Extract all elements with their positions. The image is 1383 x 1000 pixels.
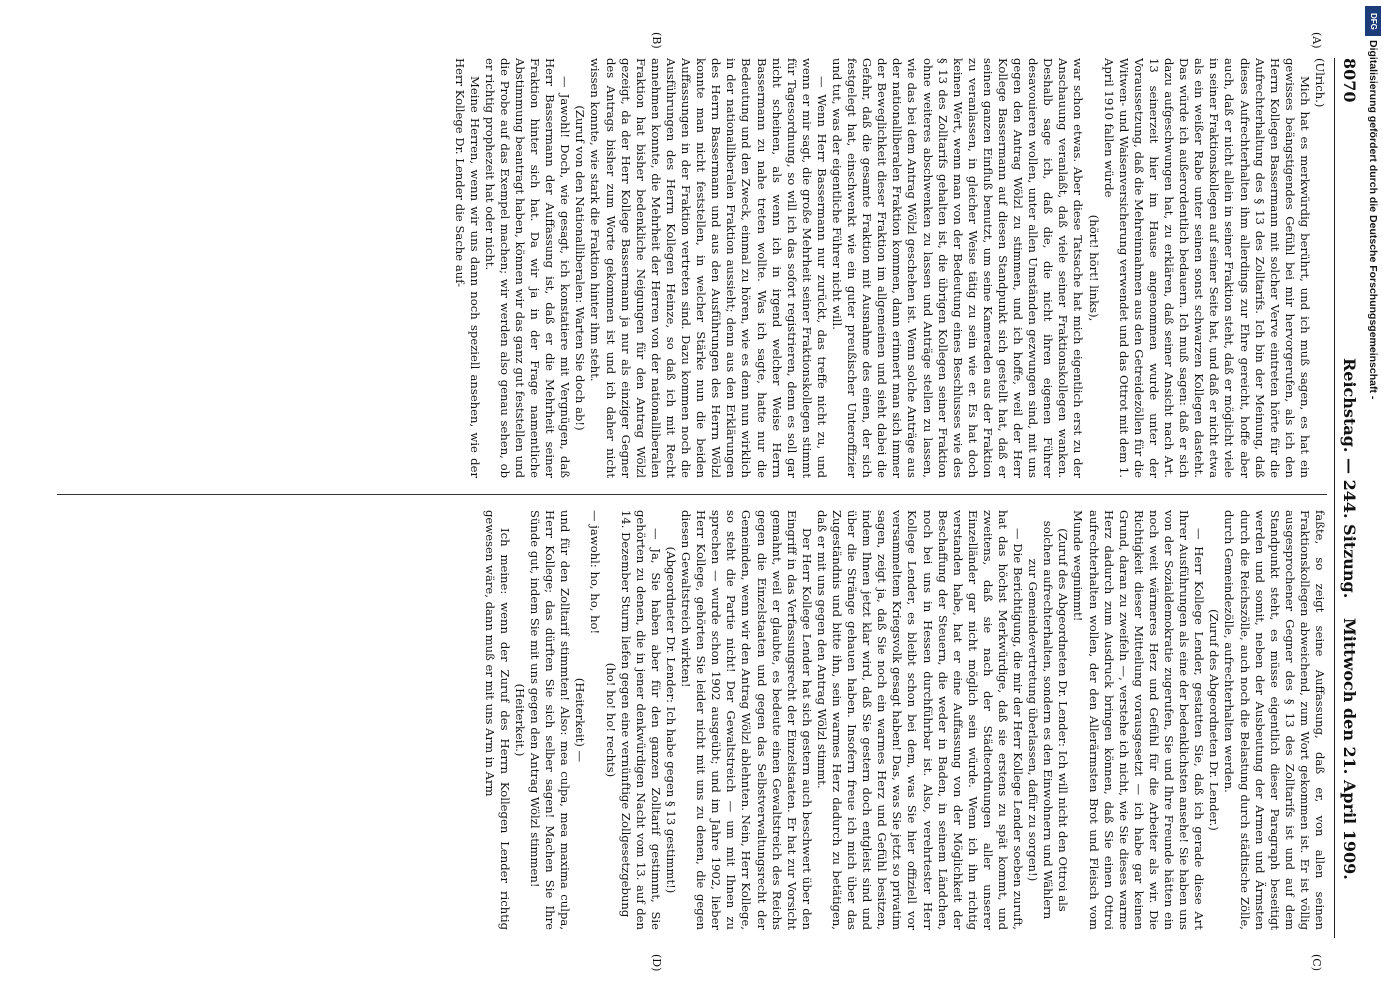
paragraph: (hört! hört! links), — [1086, 214, 1101, 322]
margin-marker-b: (B) — [650, 32, 663, 49]
paragraph: (Zuruf von den Nationalliberalen: Warten Sie doch ab!) — [573, 105, 588, 431]
paragraph: Mich hat es merkwürdig berührt, und ich muß sagen, es hat ein gewisses beängstigendes Gefühl bei mir hervorgerufen, als ich den Herrn Kollegen Bassermann mit solcher Verve eintreten hörte für die Aufrechterhaltung des § 13 des Zolltarifs. Ich bin der Meinung, daß dieses Aufrechterhalten ihm allerdings zur Ehre gereicht, hoffe aber auch, daß er nicht allein in seiner Fraktion steht, daß er möglicht viele in seiner Fraktionskollegen auf seiner Seite hat, und daß er nicht etwa als ein weißer Rabe unter seinen sonst schwarzen Kollegen dasteht. Das würde ich außerordentlich bedauern. Ich muß sagen: daß er sich dazu aufgeschwungen hat, zu erklären, daß seiner Ansicht nach Art. 13 seinerzeit hier im Hause angenommen wurde unter der Voraussetzung, daß die Mehreinnahmen aus den Getreidezöllen für die Witwen- und Waisenversicherung verwendet und das Ottrot mit dem 1. April 1910 fallen würde — [1101, 58, 1312, 478]
digitization-stamp: Digitalisierung gefördert durch die Deutsche Forschungsgemeinschaft - — [1367, 40, 1379, 400]
paragraph: (Abgeordneter Dr. Lender: Ich habe gegen § 13 gestimmt!) — [663, 546, 678, 894]
paragraph: faßte, so zeigt seine Auffassung, daß er, von allen seinen Fraktionskollegen abweichend, zum Wort gekommen ist. Er ist völlig ausgesprochener Gegner des § 13 des Zolltarifs ist und auf dem Standpunkt steht, es müsse eigentlich dieser Paragraph beseitigt werden und somit, neben der Ausbeutung der Armen und Ärmsten durch die Reichszölle, auch noch die Belastung durch städtische Zölle, durch Gemeindezölle, aufrechterhalten werden. — [1222, 510, 1327, 930]
paragraph: — Wenn Herr Bassermann nur zurückt, das treffe nicht zu, und wenn er mir sagt, die große Mehrheit seiner Fraktionskollegen stimmt für Tagesordnung, so will ich das sofort registrieren, denn es soll gar nicht scheinen, als wenn ich in irgend welcher Weise Herrn Bassermann zu nahe treten wollte. Was ich sagte, hatte nur die Bedeutung und den Zweck, einmal zu hören, wie es denn nun wirklich in der nationalliberalen Fraktion aussieht; denn aus den Erklärungen des Herrn Bassermann und aus den Ausführungen des Herrn Wölzl konnte man nicht feststellen, in welcher Stärke nun die beiden Auffassungen in der Fraktion vertreten sind. Dazu kommen noch die Ausführungen des Herrn Kollegen Heinze, so daß ich mit Recht annehmen konnte, die Mehrheit der Herren von der nationalliberalen Fraktion hat bisher bedenkliche Neigungen für den Antrag Wölzl gezeigt, da der Herr Kollege Bassermann ja nur als einziger Gegner des Antrags bisher zum Worte gekommen ist und ich daher nicht wissen konnte, wie stark die Fraktion hinter ihm steht. — [588, 58, 829, 478]
session-date: Mittwoch den 21. April 1909. — [1340, 618, 1359, 880]
margin-marker-a: (A) — [1310, 32, 1323, 49]
right-column — [57, 510, 1327, 930]
dfg-logo: DFG — [1365, 6, 1381, 36]
paragraph: Meine Herren, wenn wir uns dann noch speziell ansehen, wie der Herr Kollege Dr. Lender die Sache auf- — [452, 58, 482, 478]
paragraph: — Ja, Sie haben aber für den ganzen Zolltarif gestimmt, Sie gehörten zu denen, die in jener denkwürdigen Nacht vom 13. auf den 14. Dezember Sturm liefen gegen eine vernünftige Zollgesetzgebung — [618, 510, 663, 930]
paragraph: (Zuruf des Abgeordneten Dr. Lender.) — [1207, 609, 1222, 831]
paragraph: und für den Zolltarif stimmten! Also: mea culpa, mea maxima culpa, Herr Kollege; das dürften Sie sich selber sagen! Machen Sie Ihre Sünde gut, indem Sie mit uns gegen den Antrag Wölzl stimmen! — [528, 510, 573, 930]
page-header — [1334, 58, 1363, 938]
paragraph: — jawohl: ho, ho, ho! — [588, 510, 603, 635]
left-column — [57, 58, 1327, 478]
paragraph: — Herr Kollege Lender, gestatten Sie, daß ich gerade diese Art Ihrer Ausführungen als eine der bedenklichsten ansehe! Sie haben uns von der Sozialdemokratie zugerufen, Sie und Ihre Freunde hätten ein noch weit wärmeres Herz und Gefühl für die Arbeiter als wir. Die Richtigkeit dieser Mitteilung vorausgesetzt — ich habe gar keinen Grund, daran zu zweifeln —, verstehe ich nicht, wie Sie dieses warme Herz dadurch zum Ausdruck bringen können, daß Sie einen Ottroi aufrechterhalten wollen, der den Allerärmsten Brot und Fleisch vom Munde wegnimmt! — [1071, 510, 1207, 930]
paragraph: (Heiterkeit.) — [513, 683, 528, 757]
text-columns — [47, 58, 1327, 938]
margin-marker-c: (C) — [1310, 954, 1323, 971]
paragraph: (Zuruf des Abgeordneten Dr. Lender: Ich will nicht den Ottroi als solchen aufrechterhalten, sondern es den Einwohnern und Wählern zur Gemeindevertretung überlassen, dafür zu sorgen!) — [1026, 520, 1071, 920]
paragraph: Der Herr Kollege Lender hat sich gestern auch beschwert über den Eingriff in das Verfassungsrecht der Einzelstaaten. Er hat zur Vorsicht gemahnt, weil er glaubte, es bedeute einen Gewaltstreich des Reichs gegen die Einzelstaaten und gegen das Selbstverwaltungsrecht der Gemeinden, wenn wir den Antrag Wölzl ablehnten. Nein, Herr Kollege, so steht die Partie nicht! Der Gewaltstreich — um mit Ihnen zu sprechen — wurde schon 1902 ausgeübt; und im Jahre 1902, lieber Herr Kollege, gehörten Sie leider nicht mit uns zu denen, die gegen diesen Gewaltstreich wirkten! — [679, 510, 814, 930]
paragraph: — Die Berichtigung, die mir der Herr Kollege Lender soeben zuruft, hat das höchst Merkwürdige, daß sie erstens zu spät kommt, und zweitens, daß sie nach der Städteordnungen aller unserer Einzelländer gar nicht möglich sein würde. Wenn ich ihn richtig verstanden habe, hat er eine Auffassung von der Möglichkeit der Beschaffung der Steuern, die weder in Baden, in seinem Ländchen, noch bei uns in Hessen durchführbar ist. Also, verehrtester Herr Kollege Lender, es bleibt schon bei dem, was Sie hier offiziell vor versammeltem Kriegsvolk gesagt haben! Das, was Sie jetzt so privatim sagen, zeigt ja, daß Sie noch ein warmes Herz und Gefühl besitzen, indem Ihnen jetzt klar wird, daß Sie gestern doch entgleist sind und über die Stränge gehauen haben. Insofern freue ich mich über das Zugeständnis und bitte ihn, sein warmes Herz dadurch zu betätigen, daß er mit uns gegen den Antrag Wölzl stimmt. — [814, 510, 1026, 930]
page-content — [43, 58, 1363, 938]
column-divider — [57, 494, 1327, 495]
paragraph: — Jawohl! Doch, wie gesagt, ich konstatiere mit Vergnügen, daß Herr Bassermann der Auffassung ist, daß er die Mehrheit seiner Fraktion hinter sich hat. Da wir ja in der Frage namentliche Abstimmung beantragt haben, können wir das ganz gut feststellen und die Probe auf das Exempel machen; wir werden also genau sehen, ob er richtig prophezeit hat oder nicht. — [482, 58, 573, 478]
page-number: 8070 — [1340, 58, 1359, 103]
paragraph: (ho! ho! ho! rechts) — [603, 662, 618, 778]
paragraph: Ich meine: wenn der Zuruf des Herrn Kollegen Lender richtig gewesen wäre, dann muß er mit uns Arm in Arm — [482, 510, 512, 930]
paragraph: (Heiterkeit) — — [573, 677, 588, 763]
paragraph: war schon etwas. Aber diese Tatsache hat mich eigentlich erst zu der Anschauung veranlaßt, daß viele seiner Fraktionskollegen wanken. Deshalb sage ich, daß die, die nicht ihren eigenen Führer desavouieren wollen, unter allen Umständen gezwungen sind, mit uns gegen den Antrag Wölzl zu stimmen, und ich hoffe, weil der Herr Kollege Bassermann auf diesen Standpunkt sich gestellt hat, daß er seinen ganzen Einfluß benutzt, um seine Kameraden aus der Fraktion zu veranlassen, in gleicher Weise tätig zu sein wie er. Es hat doch keinen Wert, wenn man von der Bedeutung eines Beschlusses wie des § 13 des Zolltarifs gehalten ist, die übrigen Kollegen seiner Fraktion ohne weiteres abschwenken zu lassen und Anträge stellen zu lassen, wie das bei dem Antrag Wölzl geschehen ist. Wenn solche Anträge aus der nationalliberalen Fraktion kommen, dann erinnert man sich immer der Beweglichkeit dieser Fraktion im allgemeinen und sieht dabei die Gefahr, daß die gesamte Fraktion mit Ausnahme des einen, der sich festgelegt hat, einschwenkt wie ein guter preußischer Unteroffizier und tut, was der eigentliche Führer nicht will. — [830, 58, 1086, 478]
session-title: Reichstag. — 244. Sitzung. — [1340, 358, 1359, 599]
paragraph: (Ulrich.) — [1313, 58, 1327, 108]
margin-marker-d: (D) — [650, 954, 663, 972]
